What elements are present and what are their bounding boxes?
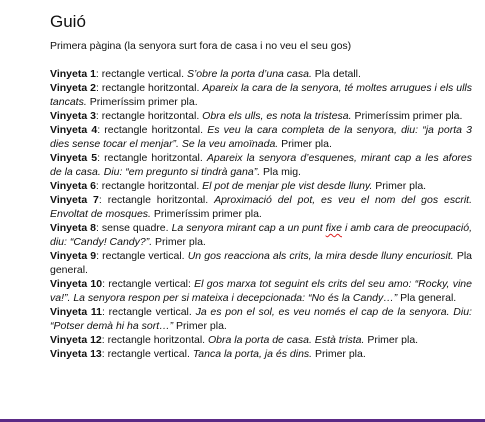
vinyeta-format: : rectangle horitzontal. bbox=[101, 334, 208, 346]
vinyeta-2 bbox=[50, 81, 472, 109]
vinyeta-5 bbox=[50, 151, 472, 179]
vinyeta-label: Vinyeta 10 bbox=[50, 278, 103, 290]
vinyeta-format: : rectangle horitzontal. bbox=[95, 110, 203, 122]
vinyeta-label: Vinyeta 9 bbox=[50, 250, 97, 262]
vinyeta-description: Obra la porta de casa. Està trista. bbox=[208, 334, 365, 346]
document-page bbox=[50, 12, 472, 361]
document-title: Guió bbox=[50, 12, 86, 31]
vinyeta-3 bbox=[50, 109, 472, 123]
vinyeta-11 bbox=[50, 305, 472, 333]
vinyeta-label: Vinyeta 12 bbox=[50, 334, 102, 346]
vinyeta-6 bbox=[50, 179, 472, 193]
vinyeta-list bbox=[50, 67, 472, 361]
vinyeta-format: : rectangle horitzontal. bbox=[95, 180, 203, 192]
vinyeta-description: S’obre la porta d’una casa. bbox=[186, 68, 312, 80]
vinyeta-shot: Primer pla. bbox=[312, 348, 366, 360]
vinyeta-label: Vinyeta 11 bbox=[50, 306, 103, 318]
spellcheck-marked-word: fixe bbox=[325, 222, 342, 234]
vinyeta-format: : rectangle horitzontal. bbox=[98, 194, 215, 206]
vinyeta-format: : rectangle vertical. bbox=[95, 68, 187, 80]
vinyeta-format: : rectangle vertical. bbox=[101, 348, 193, 360]
vinyeta-description: Aproximació del pot, es veu el nom del gos escrit. Envoltat de mosques. bbox=[50, 194, 472, 220]
vinyeta-format: : rectangle vertical. bbox=[96, 250, 188, 262]
vinyeta-label: Vinyeta 5 bbox=[50, 152, 98, 164]
vinyeta-format: : rectangle horitzontal. bbox=[97, 124, 208, 136]
vinyeta-format: : rectangle horitzontal. bbox=[97, 152, 207, 164]
vinyeta-10 bbox=[50, 277, 472, 305]
vinyeta-shot: Pla general. bbox=[397, 292, 457, 304]
vinyeta-shot: Primer pla. bbox=[173, 320, 227, 332]
vinyeta-description: La senyora mirant cap a un punt bbox=[171, 222, 326, 234]
vinyeta-description: Obra els ulls, es nota la tristesa. bbox=[202, 110, 352, 122]
vinyeta-shot: Primer pla. bbox=[372, 180, 427, 192]
vinyeta-description: Apareix la cara de la senyora, té moltes arrugues i els ulls tancats. bbox=[50, 82, 472, 108]
vinyeta-12 bbox=[50, 333, 472, 347]
vinyeta-label: Vinyeta 6 bbox=[50, 180, 96, 192]
vinyeta-shot: Pla detall. bbox=[311, 68, 361, 80]
vinyeta-description: Ja es pon el sol, es veu només el cap de la senyora. Diu: “Potser demà hi ha sort…” bbox=[50, 306, 472, 332]
vinyeta-9 bbox=[50, 249, 472, 277]
vinyeta-shot: Primer pla. bbox=[364, 334, 419, 346]
vinyeta-4 bbox=[50, 123, 472, 151]
vinyeta-label: Vinyeta 2 bbox=[50, 82, 96, 94]
vinyeta-description-cont: i amb cara de preocupació, diu: “Candy! Candy?”. bbox=[50, 222, 472, 248]
vinyeta-7 bbox=[50, 193, 472, 221]
vinyeta-label: Vinyeta 8 bbox=[50, 222, 96, 234]
vinyeta-format: : rectangle vertical: bbox=[102, 278, 195, 290]
vinyeta-format: : rectangle horitzontal. bbox=[95, 82, 203, 94]
vinyeta-description: El pot de menjar ple vist desde lluny. bbox=[202, 180, 373, 192]
vinyeta-label: Vinyeta 7 bbox=[50, 194, 99, 206]
vinyeta-format: : sense quadre. bbox=[96, 222, 172, 234]
vinyeta-shot: Primeríssim primer pla. bbox=[351, 110, 463, 122]
vinyeta-description: Un gos reacciona als crits, la mira desde lluny encuriosit. bbox=[187, 250, 454, 262]
vinyeta-shot: Pla mig. bbox=[260, 166, 301, 178]
vinyeta-label: Vinyeta 1 bbox=[50, 68, 96, 80]
vinyeta-description: El gos marxa tot seguint els crits del seu amo: “Rocky, vine va!”. La senyora respon per si mateixa i decepcionada: “No és la Candy…” bbox=[50, 278, 472, 304]
vinyeta-description: Tanca la porta, ja és dins. bbox=[192, 348, 313, 360]
vinyeta-description: Apareix la senyora d’esquenes, mirant cap a les afores de la casa. Diu: “em pregunto si tindrà gana”. bbox=[50, 152, 472, 178]
vinyeta-label: Vinyeta 13 bbox=[50, 348, 102, 360]
vinyeta-shot: Primer pla. bbox=[278, 138, 332, 150]
vinyeta-shot: Primeríssim primer pla. bbox=[86, 96, 198, 108]
vinyeta-8 bbox=[50, 221, 472, 249]
vinyeta-13 bbox=[50, 347, 472, 361]
vinyeta-shot: Primer pla. bbox=[152, 236, 206, 248]
vinyeta-description: Es veu la cara completa de la senyora, diu: “ja porta 3 dies sense tocar el menjar”. Se la veu amoïnada. bbox=[50, 124, 472, 150]
vinyeta-shot: Primeríssim primer pla. bbox=[150, 208, 262, 220]
vinyeta-label: Vinyeta 4 bbox=[50, 124, 98, 136]
vinyeta-format: : rectangle vertical. bbox=[102, 306, 196, 318]
vinyeta-1 bbox=[50, 67, 472, 81]
vinyeta-shot: Pla general. bbox=[50, 250, 472, 276]
document-subtitle: Primera pàgina (la senyora surt fora de casa i no veu el seu gos) bbox=[50, 40, 352, 52]
vinyeta-label: Vinyeta 3 bbox=[50, 110, 96, 122]
